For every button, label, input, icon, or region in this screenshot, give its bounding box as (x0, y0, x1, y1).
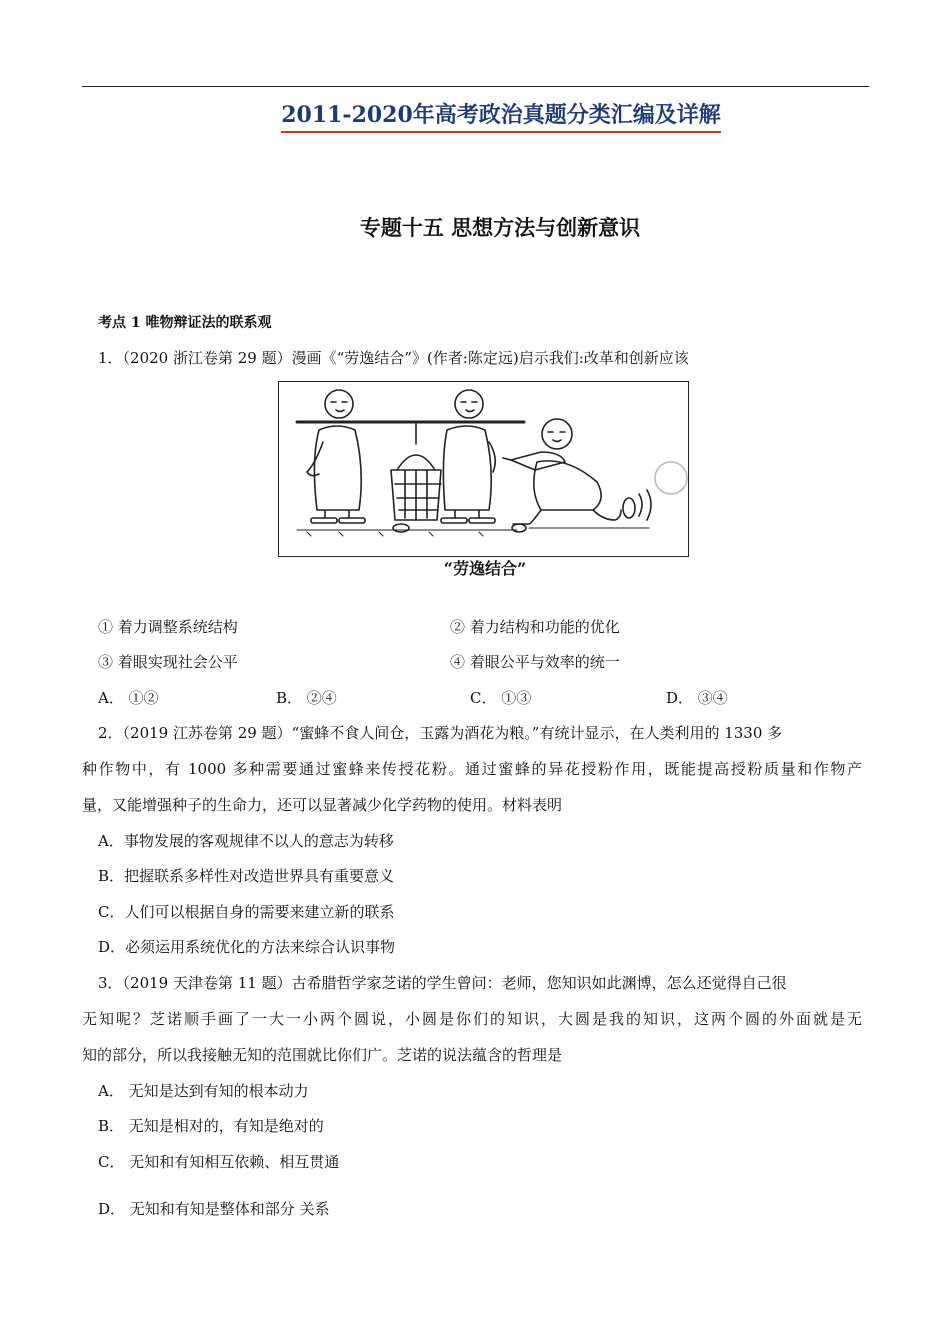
question-2-stem-line-2: 种作物中，有 1000 多种需要通过蜜蜂来传授花粉。通过蜜蜂的异花授粉作用，既能提高授粉质量和作物产 (82, 760, 862, 778)
question-1-stem: 1．（2020 浙江卷第 29 题）漫画《“劳逸结合”》(作者:陈定远)启示我们:改革和创新应该 (98, 349, 689, 367)
q2-choice-c[interactable]: C．人们可以根据自身的需要来建立新的联系 (98, 903, 395, 921)
q3-choice-d[interactable]: D． 无知和有知是整体和部分 关系 (98, 1200, 330, 1218)
question-2-stem-line-1: 2．（2019 江苏卷第 29 题）“蜜蜂不食人间仓，玉露为酒花为粮。”有统计显示，在人类利用的 1330 多 (98, 724, 783, 742)
statement-1: ① 着力调整系统结构 (98, 618, 238, 636)
cartoon-illustration (278, 381, 689, 557)
statement-2: ② 着力结构和功能的优化 (450, 618, 620, 636)
q2-choice-d[interactable]: D．必须运用系统优化的方法来综合认识事物 (98, 938, 396, 956)
question-3-stem-line-2: 无知呢？芝诺顺手画了一大一小两个圆说，小圆是你们的知识，大圆是我的知识，这两个圆的外面就是无 (82, 1010, 862, 1028)
question-2-stem-line-3: 量，又能增强种子的生命力，还可以显著减少化学药物的使用。材料表明 (82, 796, 563, 814)
q3-choice-a[interactable]: A． 无知是达到有知的根本动力 (98, 1082, 309, 1100)
document-title: 2011-2020年高考政治真题分类汇编及详解 (0, 100, 950, 133)
question-3-stem-line-3: 知的部分，所以我接触无知的范围就比你们广。芝诺的说法蕴含的哲理是 (82, 1046, 563, 1064)
q3-choice-c[interactable]: C． 无知和有知相互依赖、相互贯通 (98, 1153, 340, 1171)
q1-choice-a[interactable]: A． ①② (98, 689, 159, 707)
q2-choice-a[interactable]: A．事物发展的客观规律不以人的意志为转移 (98, 832, 394, 850)
q3-choice-b[interactable]: B． 无知是相对的，有知是绝对的 (98, 1117, 324, 1135)
statement-4: ④ 着眼公平与效率的统一 (450, 653, 620, 671)
section-heading: 考点 1 唯物辩证法的联系观 (98, 315, 272, 331)
topic-title: 专题十五 思想方法与创新意识 (359, 216, 641, 240)
statement-3: ③ 着眼实现社会公平 (98, 653, 238, 671)
q1-choice-d[interactable]: D． ③④ (666, 689, 728, 707)
q1-choice-b[interactable]: B． ②④ (276, 689, 337, 707)
header-rule (82, 86, 869, 87)
q1-choice-c[interactable]: C． ①③ (470, 689, 532, 707)
question-3-stem-line-1: 3．（2019 天津卷第 11 题）古希腊哲学家芝诺的学生曾问：老师，您知识如此渊博，怎么还觉得自己很 (98, 974, 787, 992)
cartoon-caption: “劳逸结合” (443, 559, 527, 578)
q2-choice-b[interactable]: B．把握联系多样性对改造世界具有重要意义 (98, 867, 395, 885)
